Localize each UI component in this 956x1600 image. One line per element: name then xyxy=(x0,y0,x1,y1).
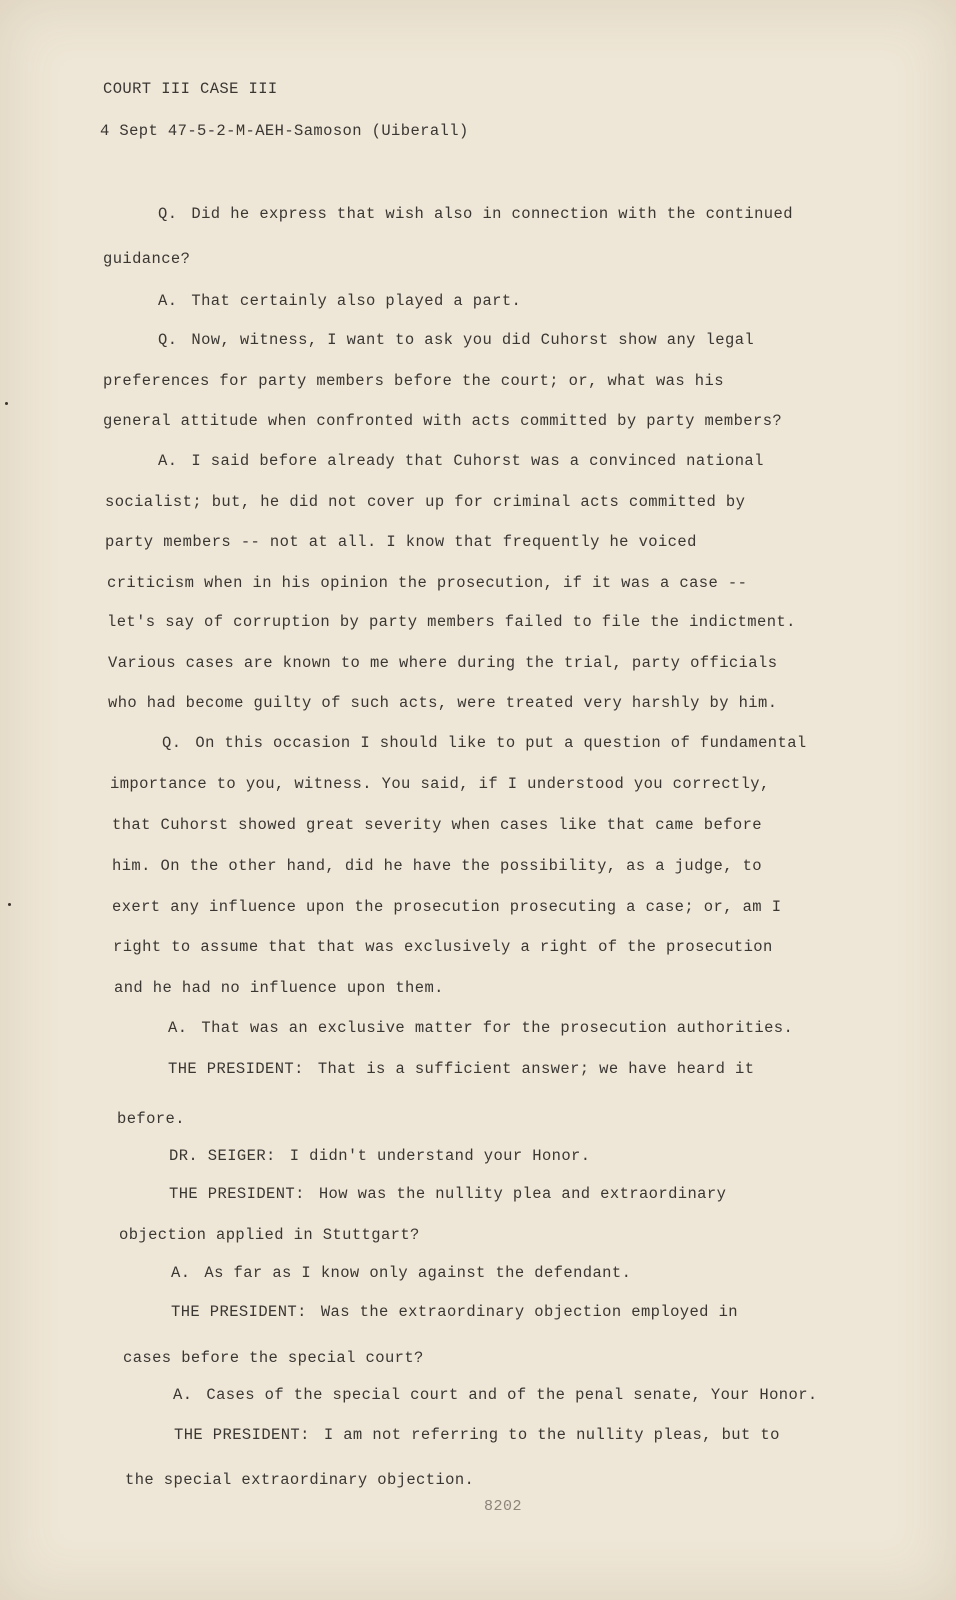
transcript-line xyxy=(162,734,807,752)
line-text: importance to you, witness. You said, if I understood you correctly, xyxy=(110,775,770,793)
line-text: before. xyxy=(117,1110,185,1128)
transcript-line xyxy=(158,452,764,470)
line-text: preferences for party members before the court; or, what was his xyxy=(103,372,724,390)
speaker-marker: THE PRESIDENT: xyxy=(168,1060,304,1078)
transcript-line xyxy=(174,1426,780,1444)
line-text: party members -- not at all. I know that frequently he voiced xyxy=(105,533,697,551)
speaker-marker: A. xyxy=(173,1386,193,1404)
transcript-line xyxy=(171,1303,738,1321)
speaker-marker: Q. xyxy=(158,331,178,349)
transcript-line xyxy=(158,292,521,310)
line-text: That is a sufficient answer; we have heard it xyxy=(317,1060,755,1078)
speaker-marker: Q. xyxy=(162,734,182,752)
transcript-line xyxy=(112,816,762,834)
speaker-marker: THE PRESIDENT: xyxy=(174,1426,310,1444)
transcript-line xyxy=(119,1226,420,1244)
line-text: who had become guilty of such acts, were treated very harshly by him. xyxy=(108,694,778,712)
transcript-line xyxy=(171,1264,631,1282)
line-text: right to assume that that was exclusively a right of the prosecution xyxy=(113,938,773,956)
line-text: criticism when in his opinion the prosecution, if it was a case -- xyxy=(107,574,748,592)
transcript-line xyxy=(158,205,793,223)
speaker-marker: A. xyxy=(158,452,178,470)
line-text: That was an exclusive matter for the prosecution authorities. xyxy=(201,1019,794,1037)
line-text: let's say of corruption by party members failed to file the indictment. xyxy=(107,613,796,631)
line-text: Did he express that wish also in connection with the continued xyxy=(191,205,793,223)
line-text: I said before already that Cuhorst was a convinced national xyxy=(191,452,764,470)
transcript-line xyxy=(123,1349,424,1367)
speaker-marker: A. xyxy=(158,292,178,310)
margin-speck xyxy=(8,903,11,906)
margin-speck xyxy=(5,402,8,405)
line-text: that Cuhorst showed great severity when cases like that came before xyxy=(112,816,763,834)
transcript-line xyxy=(169,1147,590,1165)
transcript-line xyxy=(105,533,697,551)
line-text: him. On the other hand, did he have the possibility, as a judge, to xyxy=(112,857,763,875)
line-text: Now, witness, I want to ask you did Cuhorst show any legal xyxy=(191,331,755,349)
transcript-line xyxy=(168,1019,793,1037)
transcript-line xyxy=(173,1386,818,1404)
line-text: How was the nullity plea and extraordinary xyxy=(318,1185,727,1203)
transcript-line xyxy=(125,1471,474,1489)
line-text: I didn't understand your Honor. xyxy=(289,1147,591,1165)
transcript-line xyxy=(114,979,444,997)
speaker-marker: A. xyxy=(171,1264,191,1282)
transcript-line xyxy=(112,898,781,916)
transcript-line xyxy=(105,493,745,511)
transcript-line xyxy=(158,331,754,349)
line-text: Was the extraordinary objection employed in xyxy=(320,1303,738,1321)
line-text: objection applied in Stuttgart? xyxy=(119,1226,420,1244)
line-text: exert any influence upon the prosecution prosecuting a case; or, am I xyxy=(112,898,782,916)
line-text: general attitude when confronted with acts committed by party members? xyxy=(103,412,783,430)
line-text: cases before the special court? xyxy=(123,1349,424,1367)
line-text: socialist; but, he did not cover up for criminal acts committed by xyxy=(105,493,746,511)
line-text: That certainly also played a part. xyxy=(191,292,522,310)
transcript-line xyxy=(103,372,724,390)
transcript-line xyxy=(108,654,777,672)
transcript-line xyxy=(108,694,777,712)
speaker-marker: THE PRESIDENT: xyxy=(171,1303,307,1321)
page-number: 8202 xyxy=(484,1498,523,1515)
line-text: I am not referring to the nullity pleas, but to xyxy=(323,1426,780,1444)
transcript-line xyxy=(169,1185,726,1203)
court-case-header: COURT III CASE III xyxy=(103,80,278,98)
speaker-marker: DR. SEIGER: xyxy=(169,1147,276,1165)
line-text: and he had no influence upon them. xyxy=(114,979,444,997)
transcript-line xyxy=(117,1110,185,1128)
speaker-marker: THE PRESIDENT: xyxy=(169,1185,305,1203)
line-text: Various cases are known to me where during the trial, party officials xyxy=(108,654,778,672)
transcript-line xyxy=(110,775,770,793)
transcript-line xyxy=(107,574,747,592)
transcript-line xyxy=(107,613,796,631)
transcript-line xyxy=(103,412,782,430)
line-text: Cases of the special court and of the penal senate, Your Honor. xyxy=(206,1386,818,1404)
session-date-line: 4 Sept 47-5-2-M-AEH-Samoson (Uiberall) xyxy=(100,122,469,140)
transcript-line xyxy=(168,1060,754,1078)
speaker-marker: Q. xyxy=(158,205,178,223)
speaker-marker: A. xyxy=(168,1019,188,1037)
transcript-line xyxy=(103,250,190,268)
line-text: the special extraordinary objection. xyxy=(125,1471,475,1489)
transcript-line xyxy=(113,938,773,956)
transcript-line xyxy=(112,857,762,875)
line-text: guidance? xyxy=(103,250,191,268)
line-text: On this occasion I should like to put a question of fundamental xyxy=(195,734,807,752)
line-text: As far as I know only against the defendant. xyxy=(204,1264,632,1282)
